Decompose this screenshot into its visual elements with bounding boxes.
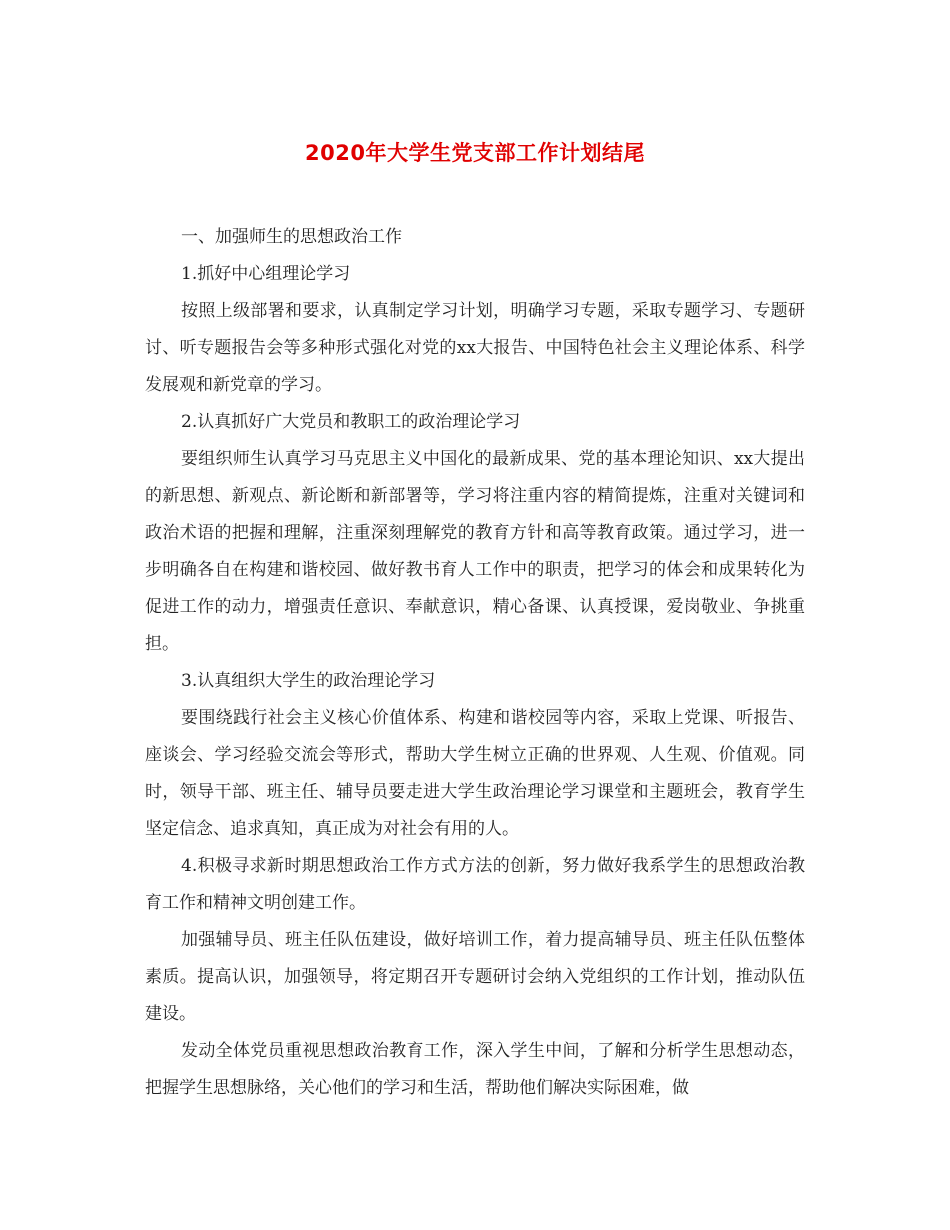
body-paragraph: 4.积极寻求新时期思想政治工作方式方法的创新，努力做好我系学生的思想政治教育工作和精神文明创建工作。 [145,856,805,913]
body-paragraph: 发动全体党员重视思想政治教育工作，深入学生中间，了解和分析学生思想动态，把握学生思想脉络，关心他们的学习和生活，帮助他们解决实际困难，做 [145,1041,805,1098]
subsection-heading: 1.抓好中心组理论学习 [181,264,351,284]
document-title: 2020年大学生党支部工作计划结尾 [305,141,645,165]
body-paragraph: 加强辅导员、班主任队伍建设，做好培训工作，着力提高辅导员、班主任队伍整体素质。提高认识，加强领导，将定期召开专题研讨会纳入党组织的工作计划，推动队伍建设。 [145,930,805,1024]
document-body [145,219,805,1107]
body-paragraph: 要组织师生认真学习马克思主义中国化的最新成果、党的基本理论知识、xx大提出的新思想、新观点、新论断和新部署等，学习将注重内容的精简提炼，注重对关键词和政治术语的把握和理解，注重深刻理解党的教育方针和高等教育政策。通过学习，进一步明确各自在构建和谐校园、做好教书育人工作中的职责，把学习的体会和成果转化为促进工作的动力，增强责任意识、奉献意识，精心备课、认真授课，爱岗敬业、争挑重担。 [145,449,805,654]
body-paragraph: 要围绕践行社会主义核心价值体系、构建和谐校园等内容，采取上党课、听报告、座谈会、学习经验交流会等形式，帮助大学生树立正确的世界观、人生观、价值观。同时，领导干部、班主任、辅导员要走进大学生政治理论学习课堂和主题班会，教育学生坚定信念、追求真知，真正成为对社会有用的人。 [145,708,805,839]
body-paragraph: 按照上级部署和要求，认真制定学习计划，明确学习专题，采取专题学习、专题研讨、听专题报告会等多种形式强化对党的xx大报告、中国特色社会主义理论体系、科学发展观和新党章的学习。 [145,301,805,395]
section-heading: 一、加强师生的思想政治工作 [181,227,402,247]
subsection-heading: 3.认真组织大学生的政治理论学习 [181,671,436,691]
subsection-heading: 2.认真抓好广大党员和教职工的政治理论学习 [181,412,521,432]
